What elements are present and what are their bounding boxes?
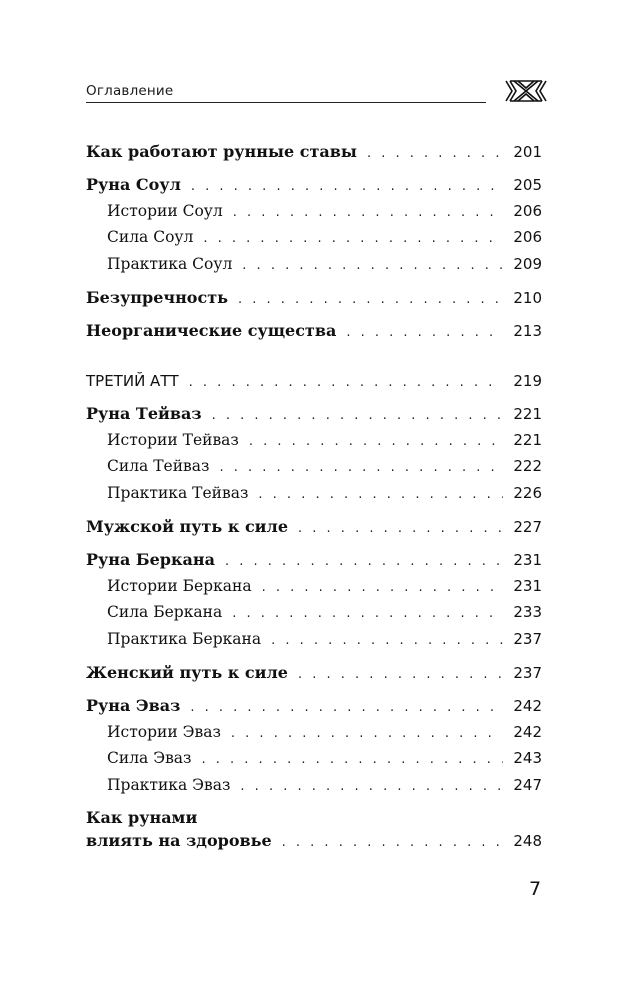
toc-entry-page: 210 bbox=[513, 289, 542, 307]
dot-leader bbox=[203, 227, 503, 251]
toc-entry-title: Руна Тейваз bbox=[86, 404, 202, 423]
toc-entry[interactable] bbox=[86, 694, 542, 718]
toc-entry[interactable] bbox=[86, 173, 542, 197]
toc-entry-title: Истории Соул bbox=[107, 202, 223, 220]
toc-entry-title: Практика Тейваз bbox=[107, 484, 249, 502]
toc-subentry[interactable] bbox=[107, 225, 542, 249]
toc-entry-title: Практика Соул bbox=[107, 255, 233, 273]
dot-leader bbox=[212, 404, 504, 428]
toc-entry-page: 231 bbox=[513, 551, 542, 569]
toc-entry-page: 219 bbox=[513, 372, 542, 390]
toc-entry-title: Истории Тейваз bbox=[107, 431, 239, 449]
toc-entry-title: Истории Беркана bbox=[107, 577, 252, 595]
toc-subentry[interactable] bbox=[107, 627, 542, 651]
toc-entry-title: Сила Эваз bbox=[107, 749, 192, 767]
toc-entry-title: Неорганические существа bbox=[86, 321, 337, 340]
toc-entry-title: Мужской путь к силе bbox=[86, 517, 289, 536]
toc-entry-page: 221 bbox=[513, 431, 542, 449]
toc-entry-title: Истории Эваз bbox=[107, 723, 221, 741]
toc-entry-page: 237 bbox=[513, 630, 542, 648]
toc-entry-title: Практика Эваз bbox=[107, 776, 231, 794]
dot-leader bbox=[258, 483, 503, 507]
toc-entry-page: 231 bbox=[513, 577, 542, 595]
toc-subentry[interactable] bbox=[107, 773, 542, 797]
dot-leader bbox=[249, 430, 503, 454]
toc-entry-page: 248 bbox=[513, 832, 542, 850]
dot-leader bbox=[240, 775, 503, 799]
toc-entry[interactable] bbox=[86, 286, 542, 310]
dot-leader bbox=[262, 576, 504, 600]
toc-entry-page: 226 bbox=[513, 484, 542, 502]
dot-leader bbox=[346, 321, 503, 345]
toc-entry-title: Женский путь к силе bbox=[86, 663, 288, 682]
toc-entry-page: 222 bbox=[513, 457, 542, 475]
dot-leader bbox=[238, 288, 503, 312]
toc-entry-page: 247 bbox=[513, 776, 542, 794]
dot-leader bbox=[242, 254, 503, 278]
dot-leader bbox=[232, 602, 503, 626]
toc-entry-page: 206 bbox=[513, 228, 542, 246]
toc-entry-page: 201 bbox=[513, 143, 542, 161]
toc-subentry[interactable] bbox=[107, 428, 542, 452]
toc-entry-page: 205 bbox=[513, 176, 542, 194]
dot-leader bbox=[367, 142, 503, 166]
toc-part-entry[interactable] bbox=[86, 369, 542, 393]
toc-entry-page: 242 bbox=[513, 697, 542, 715]
toc-entry-page: 233 bbox=[513, 603, 542, 621]
toc-entry[interactable] bbox=[86, 548, 542, 572]
dot-leader bbox=[298, 517, 503, 541]
toc-entry-title: Как работают рунные ставы bbox=[86, 142, 357, 161]
toc-entry-page: 209 bbox=[513, 255, 542, 273]
dot-leader bbox=[202, 748, 504, 772]
toc-subentry[interactable] bbox=[107, 574, 542, 598]
dot-leader bbox=[233, 201, 504, 225]
page-number: 7 bbox=[529, 878, 542, 900]
toc-entry[interactable] bbox=[86, 319, 542, 343]
dot-leader bbox=[190, 696, 503, 720]
toc-entry[interactable] bbox=[86, 661, 542, 685]
dot-leader bbox=[225, 550, 503, 574]
toc-entry-title: влиять на здоровье bbox=[86, 831, 272, 850]
toc-subentry[interactable] bbox=[107, 481, 542, 505]
dot-leader bbox=[189, 371, 504, 395]
toc-subentry[interactable] bbox=[107, 199, 542, 223]
toc-entry-title: Сила Соул bbox=[107, 228, 194, 246]
toc-entry-page: 243 bbox=[513, 749, 542, 767]
toc-subentry[interactable] bbox=[107, 746, 542, 770]
section-title: Оглавление bbox=[86, 83, 174, 99]
toc-subentry[interactable] bbox=[107, 252, 542, 276]
toc-entry-title: Руна Эваз bbox=[86, 696, 181, 715]
toc-subentry[interactable] bbox=[107, 600, 542, 624]
toc-entry[interactable] bbox=[86, 515, 542, 539]
toc-subentry[interactable] bbox=[107, 720, 542, 744]
toc-entry-title: ТРЕТИЙ АТТ bbox=[86, 372, 179, 390]
toc-entry-title-line1[interactable]: Как рунами bbox=[86, 808, 198, 827]
toc-entry-title: Руна Беркана bbox=[86, 550, 215, 569]
toc-entry[interactable] bbox=[86, 140, 542, 164]
toc-entry-page: 213 bbox=[513, 322, 542, 340]
dot-leader bbox=[271, 629, 503, 653]
toc-entry-title: Практика Беркана bbox=[107, 630, 262, 648]
toc-entry-page: 206 bbox=[513, 202, 542, 220]
toc-entry[interactable] bbox=[86, 402, 542, 426]
toc-entry-page: 221 bbox=[513, 405, 542, 423]
toc-entry-page: 227 bbox=[513, 518, 542, 536]
toc-entry-title: Сила Тейваз bbox=[107, 457, 210, 475]
toc-entry-title: Безупречность bbox=[86, 288, 228, 307]
dot-leader bbox=[282, 831, 504, 855]
toc-entry-page: 237 bbox=[513, 664, 542, 682]
dot-leader bbox=[231, 722, 503, 746]
toc-entry[interactable] bbox=[86, 829, 542, 853]
dot-leader bbox=[298, 663, 503, 687]
toc-entry-title: Руна Соул bbox=[86, 175, 181, 194]
toc-entry-page: 242 bbox=[513, 723, 542, 741]
dot-leader bbox=[191, 175, 504, 199]
toc-subentry[interactable] bbox=[107, 454, 542, 478]
dot-leader bbox=[219, 456, 503, 480]
toc-entry-title: Сила Беркана bbox=[107, 603, 223, 621]
